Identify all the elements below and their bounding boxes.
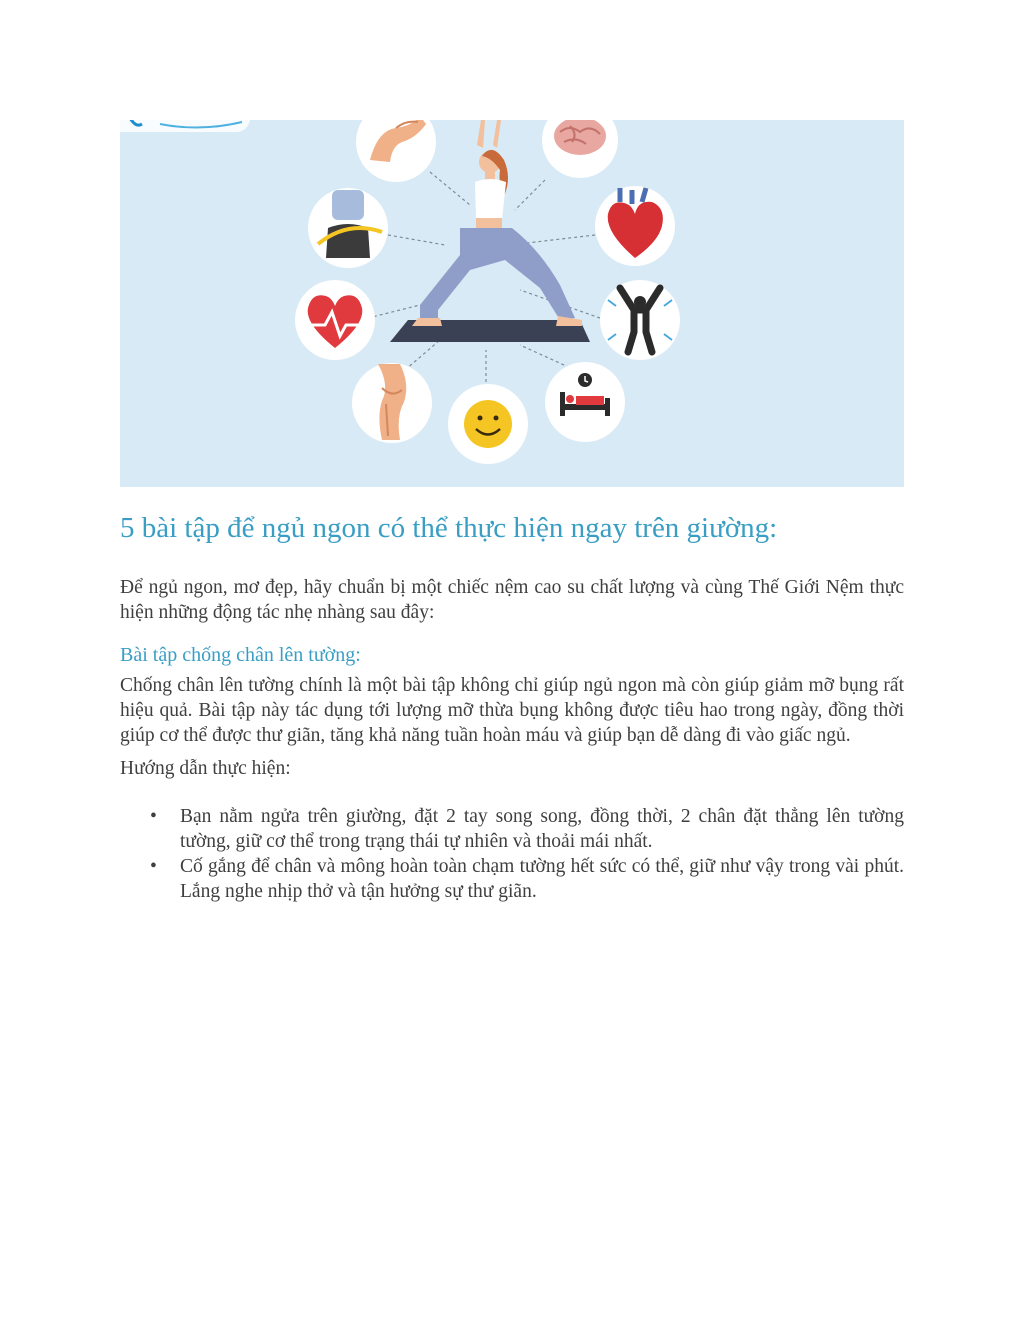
article-body bbox=[120, 508, 904, 904]
guide-label: Hướng dẫn thực hiện: bbox=[120, 758, 291, 779]
section-heading: Bài tập chống chân lên tường: bbox=[120, 644, 361, 666]
bullet-icon: • bbox=[150, 856, 157, 877]
knee-joint-icon bbox=[352, 363, 432, 443]
smiley-icon bbox=[448, 384, 528, 464]
heartbeat-icon bbox=[295, 280, 375, 360]
brand-logo-fragment bbox=[120, 120, 250, 132]
intro-paragraph: Để ngủ ngon, mơ đẹp, hãy chuẩn bị một chiếc nệm cao su chất lượng và cùng Thế Giới Nệm thực hiện những động tác nhẹ nhàng sau đây: bbox=[120, 577, 904, 623]
bullet-icon: • bbox=[150, 806, 157, 827]
flexed-arm-icon bbox=[356, 120, 436, 182]
brain-icon bbox=[542, 120, 618, 178]
step-text: Cố gắng để chân và mông hoàn toàn chạm tường hết sức có thể, giữ như vậy trong vài phút. Lắng nghe nhịp thở và tận hưởng sự thư giãn. bbox=[180, 856, 904, 902]
list-item bbox=[150, 854, 904, 904]
step-text: Bạn nằm ngửa trên giường, đặt 2 tay song song, đồng thời, 2 chân đặt thẳng lên tường tường, giữ cơ thể trong trạng thái tự nhiên và thoải mái nhất. bbox=[180, 806, 904, 852]
waist-measure-icon bbox=[308, 188, 388, 268]
stretch-person-icon bbox=[600, 280, 680, 360]
illustration-canvas bbox=[120, 120, 904, 487]
section-paragraph: Chống chân lên tường chính là một bài tập không chỉ giúp ngủ ngon mà còn giúp giảm mỡ bụng rất hiệu quả. Bài tập này tác dụng tới lượng mỡ thừa bụng không được tiêu hao trong ngày, đồng thời giúp cơ thể được thư giãn, tăng khả năng tuần hoàn máu và giúp bạn dễ dàng đi vào giấc ngủ. bbox=[120, 675, 904, 746]
steps-list bbox=[120, 804, 904, 904]
bed-clock-icon bbox=[545, 362, 625, 442]
yoga-illustration bbox=[120, 120, 904, 487]
heart-organ-icon bbox=[595, 186, 675, 266]
list-item bbox=[150, 804, 904, 854]
article-title: 5 bài tập để ngủ ngon có thể thực hiện ngay trên giường: bbox=[120, 512, 778, 544]
